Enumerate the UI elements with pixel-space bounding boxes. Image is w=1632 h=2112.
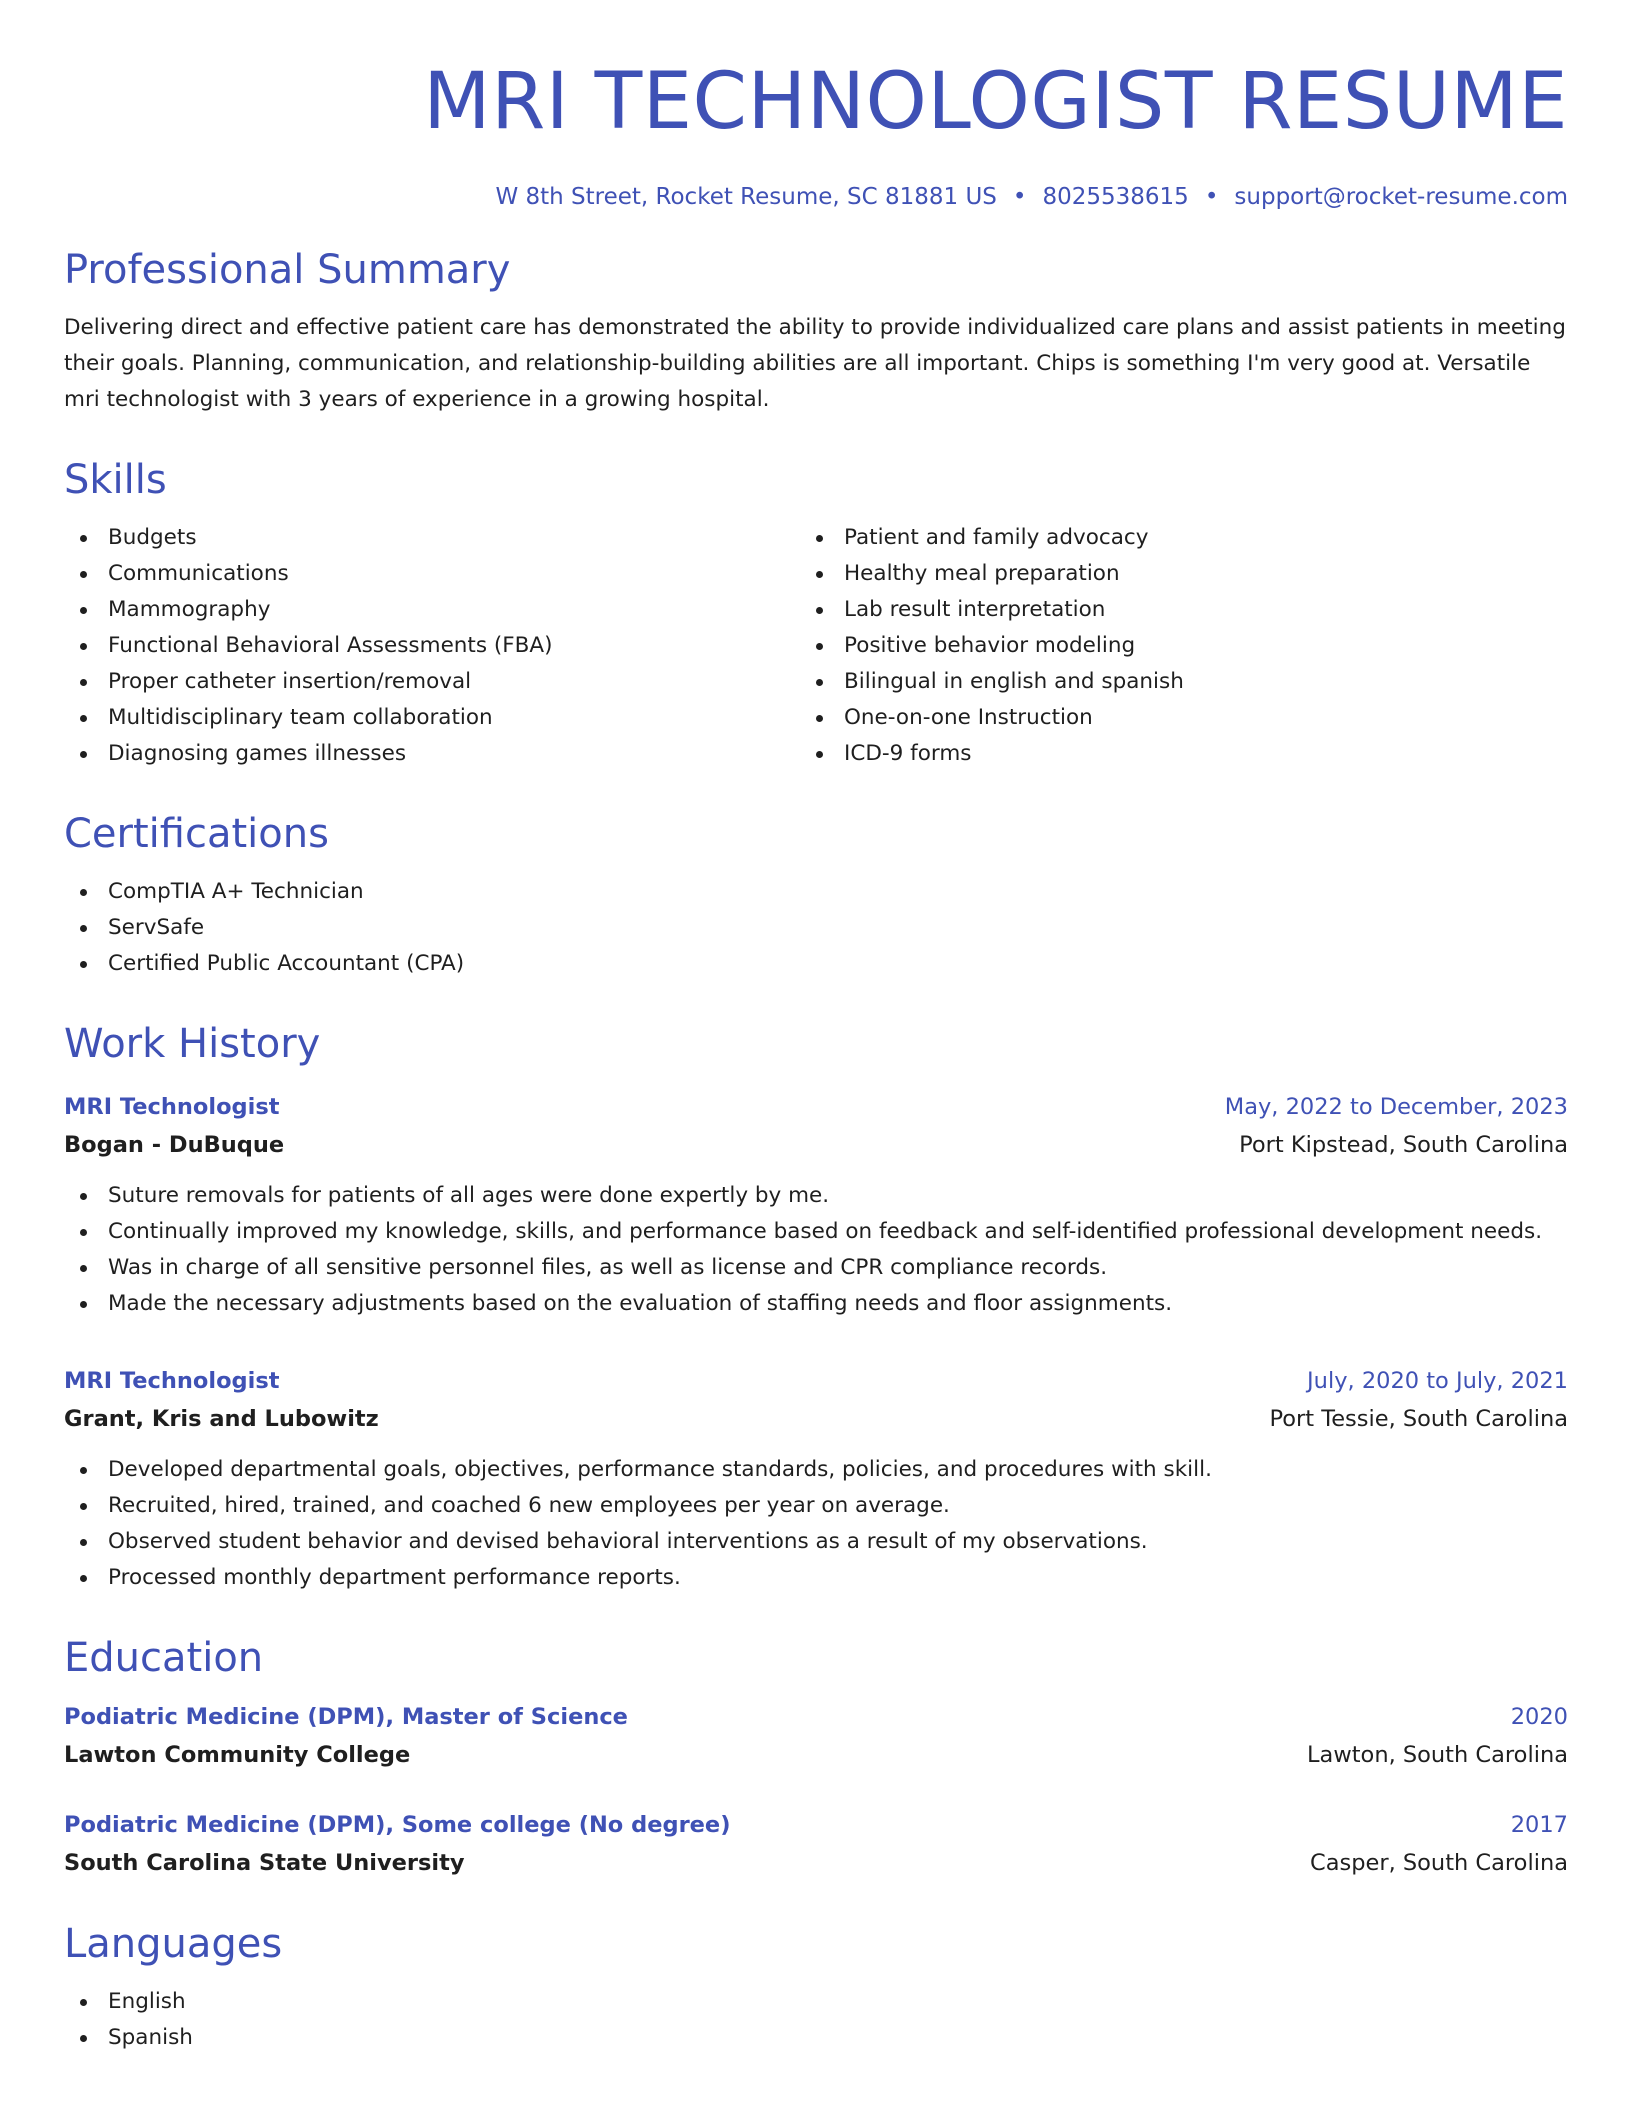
job-dates: May, 2022 to December, 2023 (1224, 1094, 1568, 1120)
job-entry (64, 1362, 1568, 1596)
education-school-row (64, 1844, 1568, 1882)
education-entry (64, 1806, 1568, 1882)
skill-item: Diagnosing games illnesses (64, 736, 800, 772)
skills-grid (64, 520, 1568, 772)
certification-item: Certified Public Accountant (CPA) (64, 946, 1568, 982)
skills-section (64, 452, 1568, 772)
skill-item: Positive behavior modeling (800, 628, 1536, 664)
job-location: Port Kipstead, South Carolina (1239, 1132, 1568, 1158)
education-heading: Education (64, 1635, 264, 1681)
resume-title: MRI TECHNOLOGIST RESUME (423, 57, 1568, 147)
skill-item: Patient and family advocacy (800, 520, 1536, 556)
language-item: English (64, 1984, 1568, 2020)
education-header-row (64, 1698, 1568, 1736)
job-duty: Continually improved my knowledge, skills, and performance based on feedback and self-identified professional development needs. (64, 1214, 1568, 1250)
skill-item: Multidisciplinary team collaboration (64, 700, 800, 736)
education-school-row (64, 1736, 1568, 1774)
skills-heading: Skills (64, 457, 167, 503)
summary-heading: Professional Summary (64, 247, 511, 293)
education-location: Casper, South Carolina (1309, 1850, 1568, 1876)
skill-item: ICD-9 forms (800, 736, 1536, 772)
job-company: Grant, Kris and Lubowitz (64, 1406, 379, 1432)
education-school: South Carolina State University (64, 1850, 465, 1876)
contact-email: support@rocket-resume.com (1234, 184, 1568, 210)
job-duties-list (64, 1178, 1568, 1322)
work-history-section (64, 1016, 1568, 1596)
skill-item: Proper catheter insertion/removal (64, 664, 800, 700)
job-company-row (64, 1400, 1568, 1438)
job-duty: Processed monthly department performance reports. (64, 1560, 1568, 1596)
skill-item: Functional Behavioral Assessments (FBA) (64, 628, 800, 664)
education-degree: Podiatric Medicine (DPM), Master of Science (64, 1704, 628, 1730)
language-item: Spanish (64, 2020, 1568, 2056)
skill-item: Bilingual in english and spanish (800, 664, 1536, 700)
job-dates: July, 2020 to July, 2021 (1307, 1368, 1568, 1394)
job-duty: Recruited, hired, trained, and coached 6 new employees per year on average. (64, 1488, 1568, 1524)
skills-list-left (64, 520, 800, 772)
job-duty: Was in charge of all sensitive personnel files, as well as license and CPR compliance records. (64, 1250, 1568, 1286)
job-duty: Observed student behavior and devised behavioral interventions as a result of my observations. (64, 1524, 1568, 1560)
job-duties-list (64, 1452, 1568, 1596)
job-title: MRI Technologist (64, 1094, 280, 1120)
job-title: MRI Technologist (64, 1368, 280, 1394)
education-year: 2020 (1510, 1704, 1568, 1730)
job-location: Port Tessie, South Carolina (1269, 1406, 1568, 1432)
skills-list-right (800, 520, 1536, 772)
job-duty: Suture removals for patients of all ages were done expertly by me. (64, 1178, 1568, 1214)
contact-separator: • (1012, 184, 1027, 210)
certification-item: ServSafe (64, 910, 1568, 946)
contact-separator: • (1204, 184, 1219, 210)
education-section (64, 1630, 1568, 1882)
resume-header (64, 52, 1568, 214)
skill-item: Budgets (64, 520, 800, 556)
job-company: Bogan - DuBuque (64, 1132, 285, 1158)
certifications-heading: Certifications (64, 811, 329, 857)
summary-text: Delivering direct and effective patient care has demonstrated the ability to provide individualized care plans and assist patients in meeting their goals. Planning, communication, and relationship-building abilities are all important. Chips is something I'm very good at. Versatile mri technologist with 3 years of experience in a growing hospital. (64, 315, 1566, 412)
certifications-section (64, 806, 1568, 982)
job-duty: Made the necessary adjustments based on the evaluation of staffing needs and floor assignments. (64, 1286, 1568, 1322)
languages-list (64, 1984, 1568, 2056)
education-header-row (64, 1806, 1568, 1844)
contact-line (64, 180, 1568, 214)
certifications-list (64, 874, 1568, 982)
skill-item: One-on-one Instruction (800, 700, 1536, 736)
certification-item: CompTIA A+ Technician (64, 874, 1568, 910)
job-header-row (64, 1362, 1568, 1400)
job-header-row (64, 1088, 1568, 1126)
summary-section (64, 242, 1568, 418)
skill-item: Communications (64, 556, 800, 592)
education-location: Lawton, South Carolina (1307, 1742, 1568, 1768)
job-entry (64, 1088, 1568, 1322)
contact-phone: 8025538615 (1042, 184, 1189, 210)
languages-heading: Languages (64, 1921, 283, 1967)
job-company-row (64, 1126, 1568, 1164)
skill-item: Healthy meal preparation (800, 556, 1536, 592)
contact-address: W 8th Street, Rocket Resume, SC 81881 US (495, 184, 997, 210)
skill-item: Lab result interpretation (800, 592, 1536, 628)
skill-item: Mammography (64, 592, 800, 628)
languages-section (64, 1916, 1568, 2056)
education-degree: Podiatric Medicine (DPM), Some college (No degree) (64, 1812, 731, 1838)
work-history-heading: Work History (64, 1021, 321, 1067)
job-duty: Developed departmental goals, objectives, performance standards, policies, and procedures with skill. (64, 1452, 1568, 1488)
education-year: 2017 (1510, 1812, 1568, 1838)
education-school: Lawton Community College (64, 1742, 411, 1768)
education-entry (64, 1698, 1568, 1774)
